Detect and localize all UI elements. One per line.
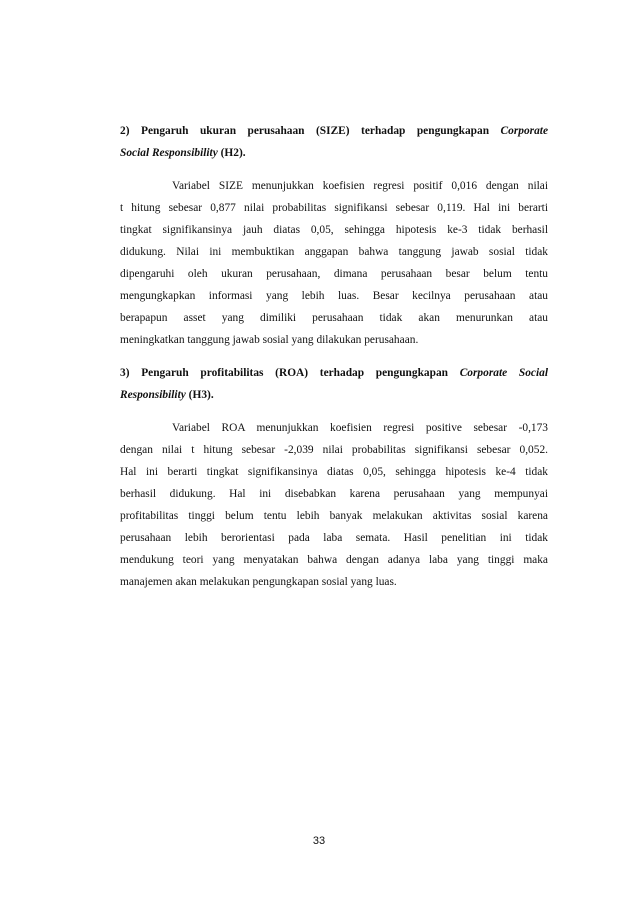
paragraph-line: Hal ini berarti tingkat signifikansinya diatas 0,05, sehingga hipotesis ke-4 tidak: [120, 466, 548, 478]
section-3-heading: [120, 362, 548, 406]
heading-italic-text: Corporate Social: [459, 367, 548, 379]
paragraph-line: mengungkapkan informasi yang lebih luas. Besar kecilnya perusahaan atau: [120, 290, 548, 302]
section-3-paragraph: [120, 417, 548, 593]
heading-text: 2) Pengaruh ukuran perusahaan (SIZE) terhadap pengungkapan: [120, 125, 501, 137]
heading-text: (H2).: [217, 147, 246, 159]
paragraph-line: manajemen akan melakukan pengungkapan sosial yang luas.: [120, 576, 397, 588]
heading-italic-text: Social Responsibility: [120, 147, 218, 159]
section-2-heading-line-2: [120, 142, 548, 164]
paragraph-line: mendukung teori yang menyatakan bahwa dengan adanya laba yang tinggi maka: [120, 554, 548, 566]
heading-text: 3) Pengaruh profitabilitas (ROA) terhadap pengungkapan: [120, 367, 460, 379]
paragraph-line: Variabel SIZE menunjukkan koefisien regresi positif 0,016 dengan nilai: [172, 180, 548, 192]
section-2-heading-line-1: [120, 120, 548, 142]
paragraph-line: Variabel ROA menunjukkan koefisien regresi positive sebesar -0,173: [172, 422, 548, 434]
heading-italic-text: Responsibility: [120, 389, 186, 401]
paragraph-line: t hitung sebesar 0,877 nilai probabilitas signifikansi sebesar 0,119. Hal ini berarti: [120, 202, 548, 214]
paragraph-line: didukung. Nilai ini membuktikan anggapan bahwa tanggung jawab sosial tidak: [120, 246, 548, 258]
paragraph-line: berapapun asset yang dimiliki perusahaan tidak akan menurunkan atau: [120, 312, 548, 324]
heading-italic-text: Corporate: [500, 125, 548, 137]
heading-text: (H3).: [185, 389, 214, 401]
paragraph-line: perusahaan lebih berorientasi pada laba semata. Hasil penelitian ini tidak: [120, 532, 548, 544]
paragraph-line: profitabilitas tinggi belum tentu lebih banyak melakukan aktivitas sosial karena: [120, 510, 548, 522]
section-2-heading: [120, 120, 548, 164]
section-3-heading-line-1: [120, 362, 548, 384]
paragraph-line: meningkatkan tanggung jawab sosial yang dilakukan perusahaan.: [120, 334, 419, 346]
paragraph-line: berhasil didukung. Hal ini disebabkan karena perusahaan yang mempunyai: [120, 488, 548, 500]
page-number: 33: [312, 835, 326, 847]
section-3-heading-line-2: [120, 384, 548, 406]
paragraph-line: dengan nilai t hitung sebesar -2,039 nilai probabilitas signifikansi sebesar 0,052.: [120, 444, 548, 456]
section-2-paragraph: [120, 175, 548, 351]
paragraph-line: dipengaruhi oleh ukuran perusahaan, dimana perusahaan besar belum tentu: [120, 268, 548, 280]
paragraph-line: tingkat signifikansinya jauh diatas 0,05, sehingga hipotesis ke-3 tidak berhasil: [120, 224, 548, 236]
